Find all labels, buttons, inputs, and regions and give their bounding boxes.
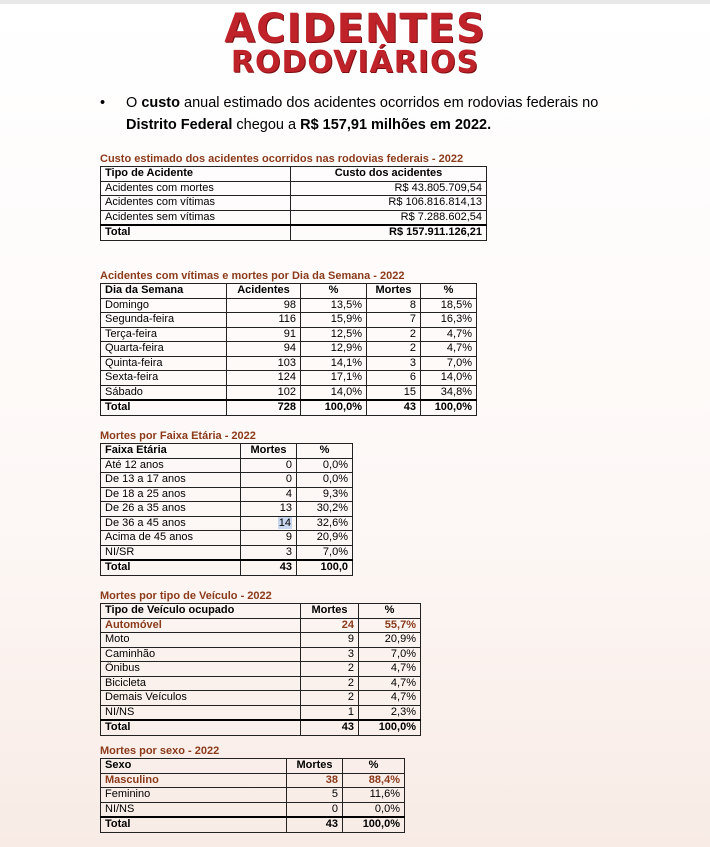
table-row [101, 181, 487, 196]
cell: 9 [241, 531, 297, 546]
cell: Acidentes sem vítimas [101, 210, 291, 225]
cell: 100,0% [421, 400, 477, 415]
cell: Ônibus [101, 662, 301, 677]
cell: 9 [301, 633, 359, 648]
total-row [101, 720, 421, 735]
table-row [101, 516, 353, 531]
cell: 4,7% [421, 342, 477, 357]
table-header-row [101, 284, 477, 299]
cell: R$ 106.816.814,13 [291, 196, 487, 211]
cell: 3 [241, 545, 297, 560]
total-row [101, 560, 353, 575]
col-header: Faixa Etária [101, 444, 241, 459]
col-header: Mortes [287, 759, 343, 774]
cell: Acidentes com mortes [101, 181, 291, 196]
table-row-highlighted [101, 618, 421, 633]
cell: 0 [241, 458, 297, 473]
cell: 0 [287, 802, 343, 817]
cell: 20,9% [359, 633, 421, 648]
cell: 88,4% [343, 773, 405, 788]
table-row [101, 545, 353, 560]
cell: De 26 a 35 anos [101, 502, 241, 517]
cell: Quinta-feira [101, 356, 227, 371]
table-header-row [101, 604, 421, 619]
cell: Bicicleta [101, 676, 301, 691]
cell: Automóvel [101, 618, 301, 633]
table-row [101, 691, 421, 706]
cell: R$ 7.288.602,54 [291, 210, 487, 225]
table-header-row [101, 167, 487, 182]
top-border [0, 0, 710, 4]
cell: 3 [301, 647, 359, 662]
table-row [101, 196, 487, 211]
cell: 8 [367, 298, 421, 313]
cell: 30,2% [297, 502, 353, 517]
cell: 728 [227, 400, 301, 415]
cell: 34,8% [421, 385, 477, 400]
cell: Masculino [101, 773, 287, 788]
cell: 4 [241, 487, 297, 502]
cell: 7,0% [421, 356, 477, 371]
table-row [101, 647, 421, 662]
summary-bold: R$ 157,91 milhões em 2022. [300, 117, 492, 133]
cell: 91 [227, 327, 301, 342]
cell: 124 [227, 371, 301, 386]
cell: 0,0% [297, 473, 353, 488]
cell: 6 [367, 371, 421, 386]
table-row [101, 662, 421, 677]
table-row [101, 676, 421, 691]
cell: 43 [287, 817, 343, 832]
weekday-table-caption: Acidentes com vítimas e mortes por Dia da Semana - 2022 [100, 270, 405, 282]
cell: De 13 a 17 anos [101, 473, 241, 488]
col-header: % [359, 604, 421, 619]
cell: 32,6% [297, 516, 353, 531]
cell: 24 [301, 618, 359, 633]
table-row [101, 313, 477, 328]
cell: Demais Veículos [101, 691, 301, 706]
vehicle-table-caption: Mortes por tipo de Veículo - 2022 [100, 590, 272, 602]
summary-text [126, 92, 620, 136]
table-row [101, 487, 353, 502]
cell: 0 [241, 473, 297, 488]
cell: De 36 a 45 anos [101, 516, 241, 531]
cell: 17,1% [301, 371, 367, 386]
sex-table-caption: Mortes por sexo - 2022 [100, 745, 220, 757]
cell: 2,3% [359, 705, 421, 720]
cell: 103 [227, 356, 301, 371]
weekday-table [100, 283, 477, 416]
cell: 0,0% [297, 458, 353, 473]
cell-selected [241, 516, 297, 531]
cell: 116 [227, 313, 301, 328]
table-row [101, 473, 353, 488]
table-row [101, 385, 477, 400]
cell: Caminhão [101, 647, 301, 662]
selected-cell-text: 14 [278, 516, 291, 529]
cell: 55,7% [359, 618, 421, 633]
cell: 16,3% [421, 313, 477, 328]
cell: 2 [301, 662, 359, 677]
cell: 4,7% [359, 662, 421, 677]
cell: 11,6% [343, 788, 405, 803]
table-row [101, 788, 405, 803]
total-row [101, 400, 477, 415]
table-row [101, 342, 477, 357]
cell: 38 [287, 773, 343, 788]
table-row [101, 210, 487, 225]
col-header: % [301, 284, 367, 299]
age-table [100, 443, 353, 576]
col-header: Dia da Semana [101, 284, 227, 299]
cell: 2 [367, 342, 421, 357]
cell: Total [101, 817, 287, 832]
cell: 2 [301, 676, 359, 691]
cell: 4,7% [421, 327, 477, 342]
cell: Total [101, 225, 291, 240]
cell: 2 [367, 327, 421, 342]
cell: 98 [227, 298, 301, 313]
cell: 15,9% [301, 313, 367, 328]
col-header: Tipo de Acidente [101, 167, 291, 182]
cell: NI/NS [101, 802, 287, 817]
cell: 100,0% [343, 817, 405, 832]
cell: 100,0% [359, 720, 421, 735]
bullet-dot: • [100, 95, 106, 111]
col-header: Mortes [301, 604, 359, 619]
summary-part: chegou a [232, 117, 301, 133]
cell: 20,9% [297, 531, 353, 546]
vehicle-table [100, 603, 421, 736]
col-header: % [421, 284, 477, 299]
table-row [101, 458, 353, 473]
cell: 18,5% [421, 298, 477, 313]
summary-part: O [126, 95, 142, 111]
cell: Quarta-feira [101, 342, 227, 357]
col-header: Custo dos acidentes [291, 167, 487, 182]
col-header: Mortes [241, 444, 297, 459]
table-header-row [101, 759, 405, 774]
cell: R$ 43.805.709,54 [291, 181, 487, 196]
page-title-line2: RODOVIÁRIOS [230, 45, 480, 80]
col-header: Acidentes [227, 284, 301, 299]
table-row [101, 298, 477, 313]
cell: Total [101, 560, 241, 575]
table-row [101, 371, 477, 386]
cost-table-caption: Custo estimado dos acidentes ocorridos nas rodovias federais - 2022 [100, 153, 464, 165]
table-row [101, 633, 421, 648]
cell: 14,1% [301, 356, 367, 371]
cell: Moto [101, 633, 301, 648]
cell: 9,3% [297, 487, 353, 502]
cell: 7,0% [297, 545, 353, 560]
cell: Sexta-feira [101, 371, 227, 386]
cell: 3 [367, 356, 421, 371]
cell: Total [101, 720, 301, 735]
total-row [101, 225, 487, 240]
cell: Domingo [101, 298, 227, 313]
cell: Até 12 anos [101, 458, 241, 473]
cell: Segunda-feira [101, 313, 227, 328]
cell: 7,0% [359, 647, 421, 662]
cell: 7 [367, 313, 421, 328]
col-header: Mortes [367, 284, 421, 299]
cell: Acima de 45 anos [101, 531, 241, 546]
col-header: Sexo [101, 759, 287, 774]
cell: 14,0% [421, 371, 477, 386]
cell: 13,5% [301, 298, 367, 313]
cell: 102 [227, 385, 301, 400]
cell: 100,0% [301, 400, 367, 415]
cell: 4,7% [359, 691, 421, 706]
cell: 4,7% [359, 676, 421, 691]
cell: 94 [227, 342, 301, 357]
cell: 1 [301, 705, 359, 720]
col-header: % [343, 759, 405, 774]
cost-table [100, 166, 487, 241]
total-row [101, 817, 405, 832]
col-header: % [297, 444, 353, 459]
cell: Acidentes com vítimas [101, 196, 291, 211]
cell: 14,0% [301, 385, 367, 400]
table-row-highlighted [101, 773, 405, 788]
col-header: Tipo de Veículo ocupado [101, 604, 301, 619]
age-table-caption: Mortes por Faixa Etária - 2022 [100, 430, 256, 442]
cell: 2 [301, 691, 359, 706]
cell: 0,0% [343, 802, 405, 817]
cell: 5 [287, 788, 343, 803]
cell: 43 [367, 400, 421, 415]
table-row [101, 531, 353, 546]
table-row [101, 705, 421, 720]
cell: 43 [241, 560, 297, 575]
cell: Feminino [101, 788, 287, 803]
summary-bold: custo [141, 95, 180, 111]
cell: R$ 157.911.126,21 [291, 225, 487, 240]
cell: 12,9% [301, 342, 367, 357]
cell: 100,0 [297, 560, 353, 575]
cell: Total [101, 400, 227, 415]
summary-bold: Distrito Federal [126, 117, 233, 133]
cell: 12,5% [301, 327, 367, 342]
table-row [101, 327, 477, 342]
page-title-line1: ACIDENTES [224, 6, 486, 52]
table-row [101, 356, 477, 371]
cell: Sábado [101, 385, 227, 400]
table-header-row [101, 444, 353, 459]
sex-table [100, 758, 405, 833]
cell: NI/SR [101, 545, 241, 560]
cell: Terça-feira [101, 327, 227, 342]
cell: 43 [301, 720, 359, 735]
cell: 13 [241, 502, 297, 517]
cell: NI/NS [101, 705, 301, 720]
table-row [101, 802, 405, 817]
table-row [101, 502, 353, 517]
cell: De 18 a 25 anos [101, 487, 241, 502]
cell: 15 [367, 385, 421, 400]
summary-part: anual estimado dos acidentes ocorridos em rodovias federais no [179, 95, 599, 111]
